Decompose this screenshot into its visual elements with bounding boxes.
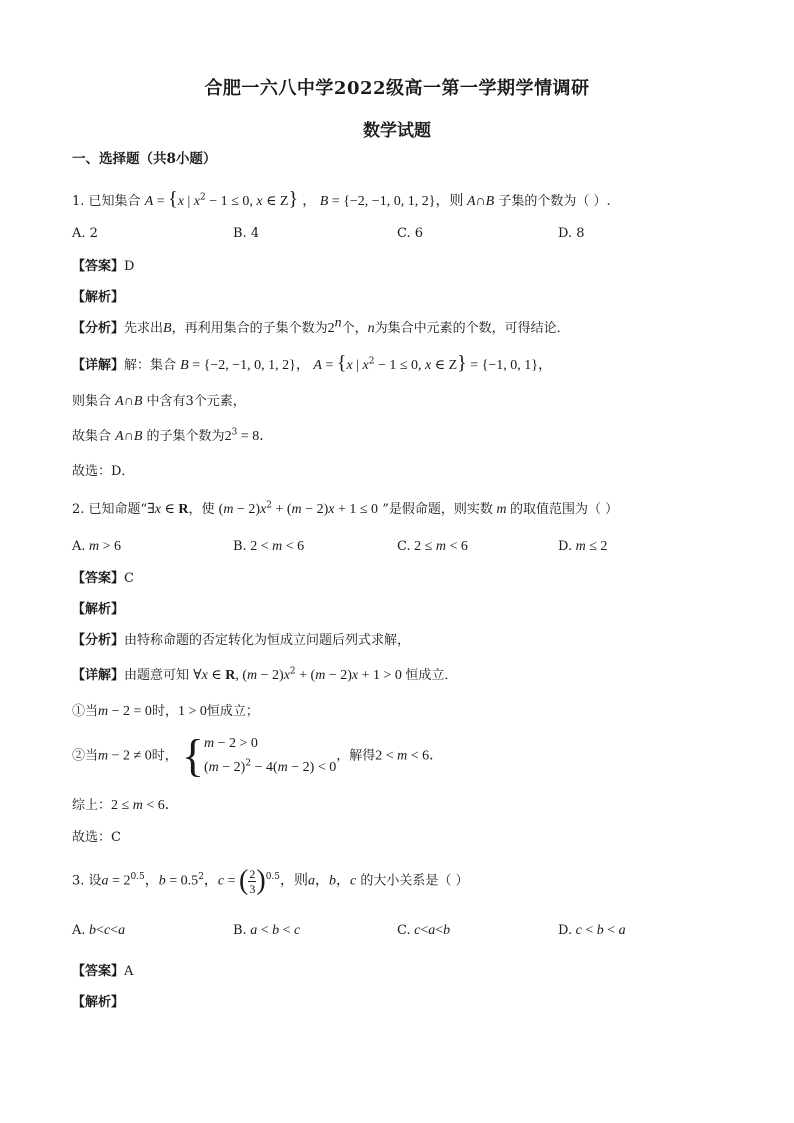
exam-subtitle: 数学试题 [363,121,431,141]
q2-detail: 【详解】由题意可知 ∀x ∈ R, $(m - 2)x^2 + (m - 2)x + 1 > 0$ 恒成立． [72,666,458,683]
question-2-stem: 2. 已知命题“∃x ∈ R，使 $(m - 2)x^2 + (m - 2)x + 1 \le 0$ ”是假命题，则实数 m 的取值范围为（ ） [72,500,619,517]
q1-detail-line2: 则集合 A∩B 中含有3个元素， [72,394,246,409]
q2-analysis-label: 【解析】 [72,602,125,617]
q1-fenxi: 【分析】先求出B，再利用集合的子集个数为2$^n$个，n为集合中元素的个数，可得结论． [72,315,570,336]
q1-conclusion: 故选：D． [72,464,135,479]
q2-option-b: B. 2 < m < 6 [233,539,305,554]
q2-option-d: D. m ≤ 2 [558,539,608,554]
q3-option-b: B. a < b < c [233,923,301,938]
q2-conclusion: 故选：C [72,830,121,845]
q2-fenxi: 【分析】由特称命题的否定转化为恒成立问题后列式求解， [72,633,411,648]
q2-case-2: ②当m − 2 ≠ 0时， { m − 2 > 0 $(m - 2)^2 - 4(m - 2) < 0$ ，解得2 < m < 6． [72,730,444,781]
q1-option-d: D. 8 [558,226,585,241]
q3-option-c: C. c<a<b [397,923,451,938]
q3-option-a: A. b<c<a [72,923,126,938]
q3-answer: 【答案】A [72,964,134,979]
section-heading: 一、选择题（共8小题） [72,151,217,167]
q2-answer: 【答案】C [72,571,134,586]
exam-title: 合肥一六八中学2022级高一第一学期学情调研 [204,78,590,99]
q2-option-c: C. 2 ≤ m < 6 [397,539,468,554]
question-1-stem: 1. 已知集合 A = {x | $x^2 - 1 \le 0$, x ∈ Z} ， B = {−2, −1, 0, 1, 2}，则 A∩B 子集的个数为（ ）. [72,188,611,210]
q1-option-a: A. 2 [72,226,98,241]
q1-analysis-label: 【解析】 [72,290,125,305]
q1-detail-line3: 故集合 A∩B 的子集个数为$2^3 = 8$． [72,427,274,444]
q2-summary: 综上：2 ≤ m < 6． [72,798,179,813]
q1-answer: 【答案】D [72,259,135,274]
q1-detail: 【详解】解：集合 B = {−2, −1, 0, 1, 2}， A = {x | $x^2 - 1 \le 0$, x ∈ Z} = {−1, 0, 1}， [72,352,553,374]
q2-case-1: ①当m − 2 = 0时，1 > 0恒成立； [72,704,259,719]
q3-option-d: D. c < b < a [558,923,626,938]
q3-analysis-label: 【解析】 [72,995,125,1010]
q1-option-c: C. 6 [397,226,424,241]
question-3-stem: 3. 设$a = 2^{0.5}$，$b = 0.5^2$，c = ( $\frac{2}{3}$ )$^{0.5}$，则a，b，c 的大小关系是（ ） [72,865,469,896]
q1-option-b: B. 4 [233,226,260,241]
q2-option-a: A. m > 6 [72,539,122,554]
